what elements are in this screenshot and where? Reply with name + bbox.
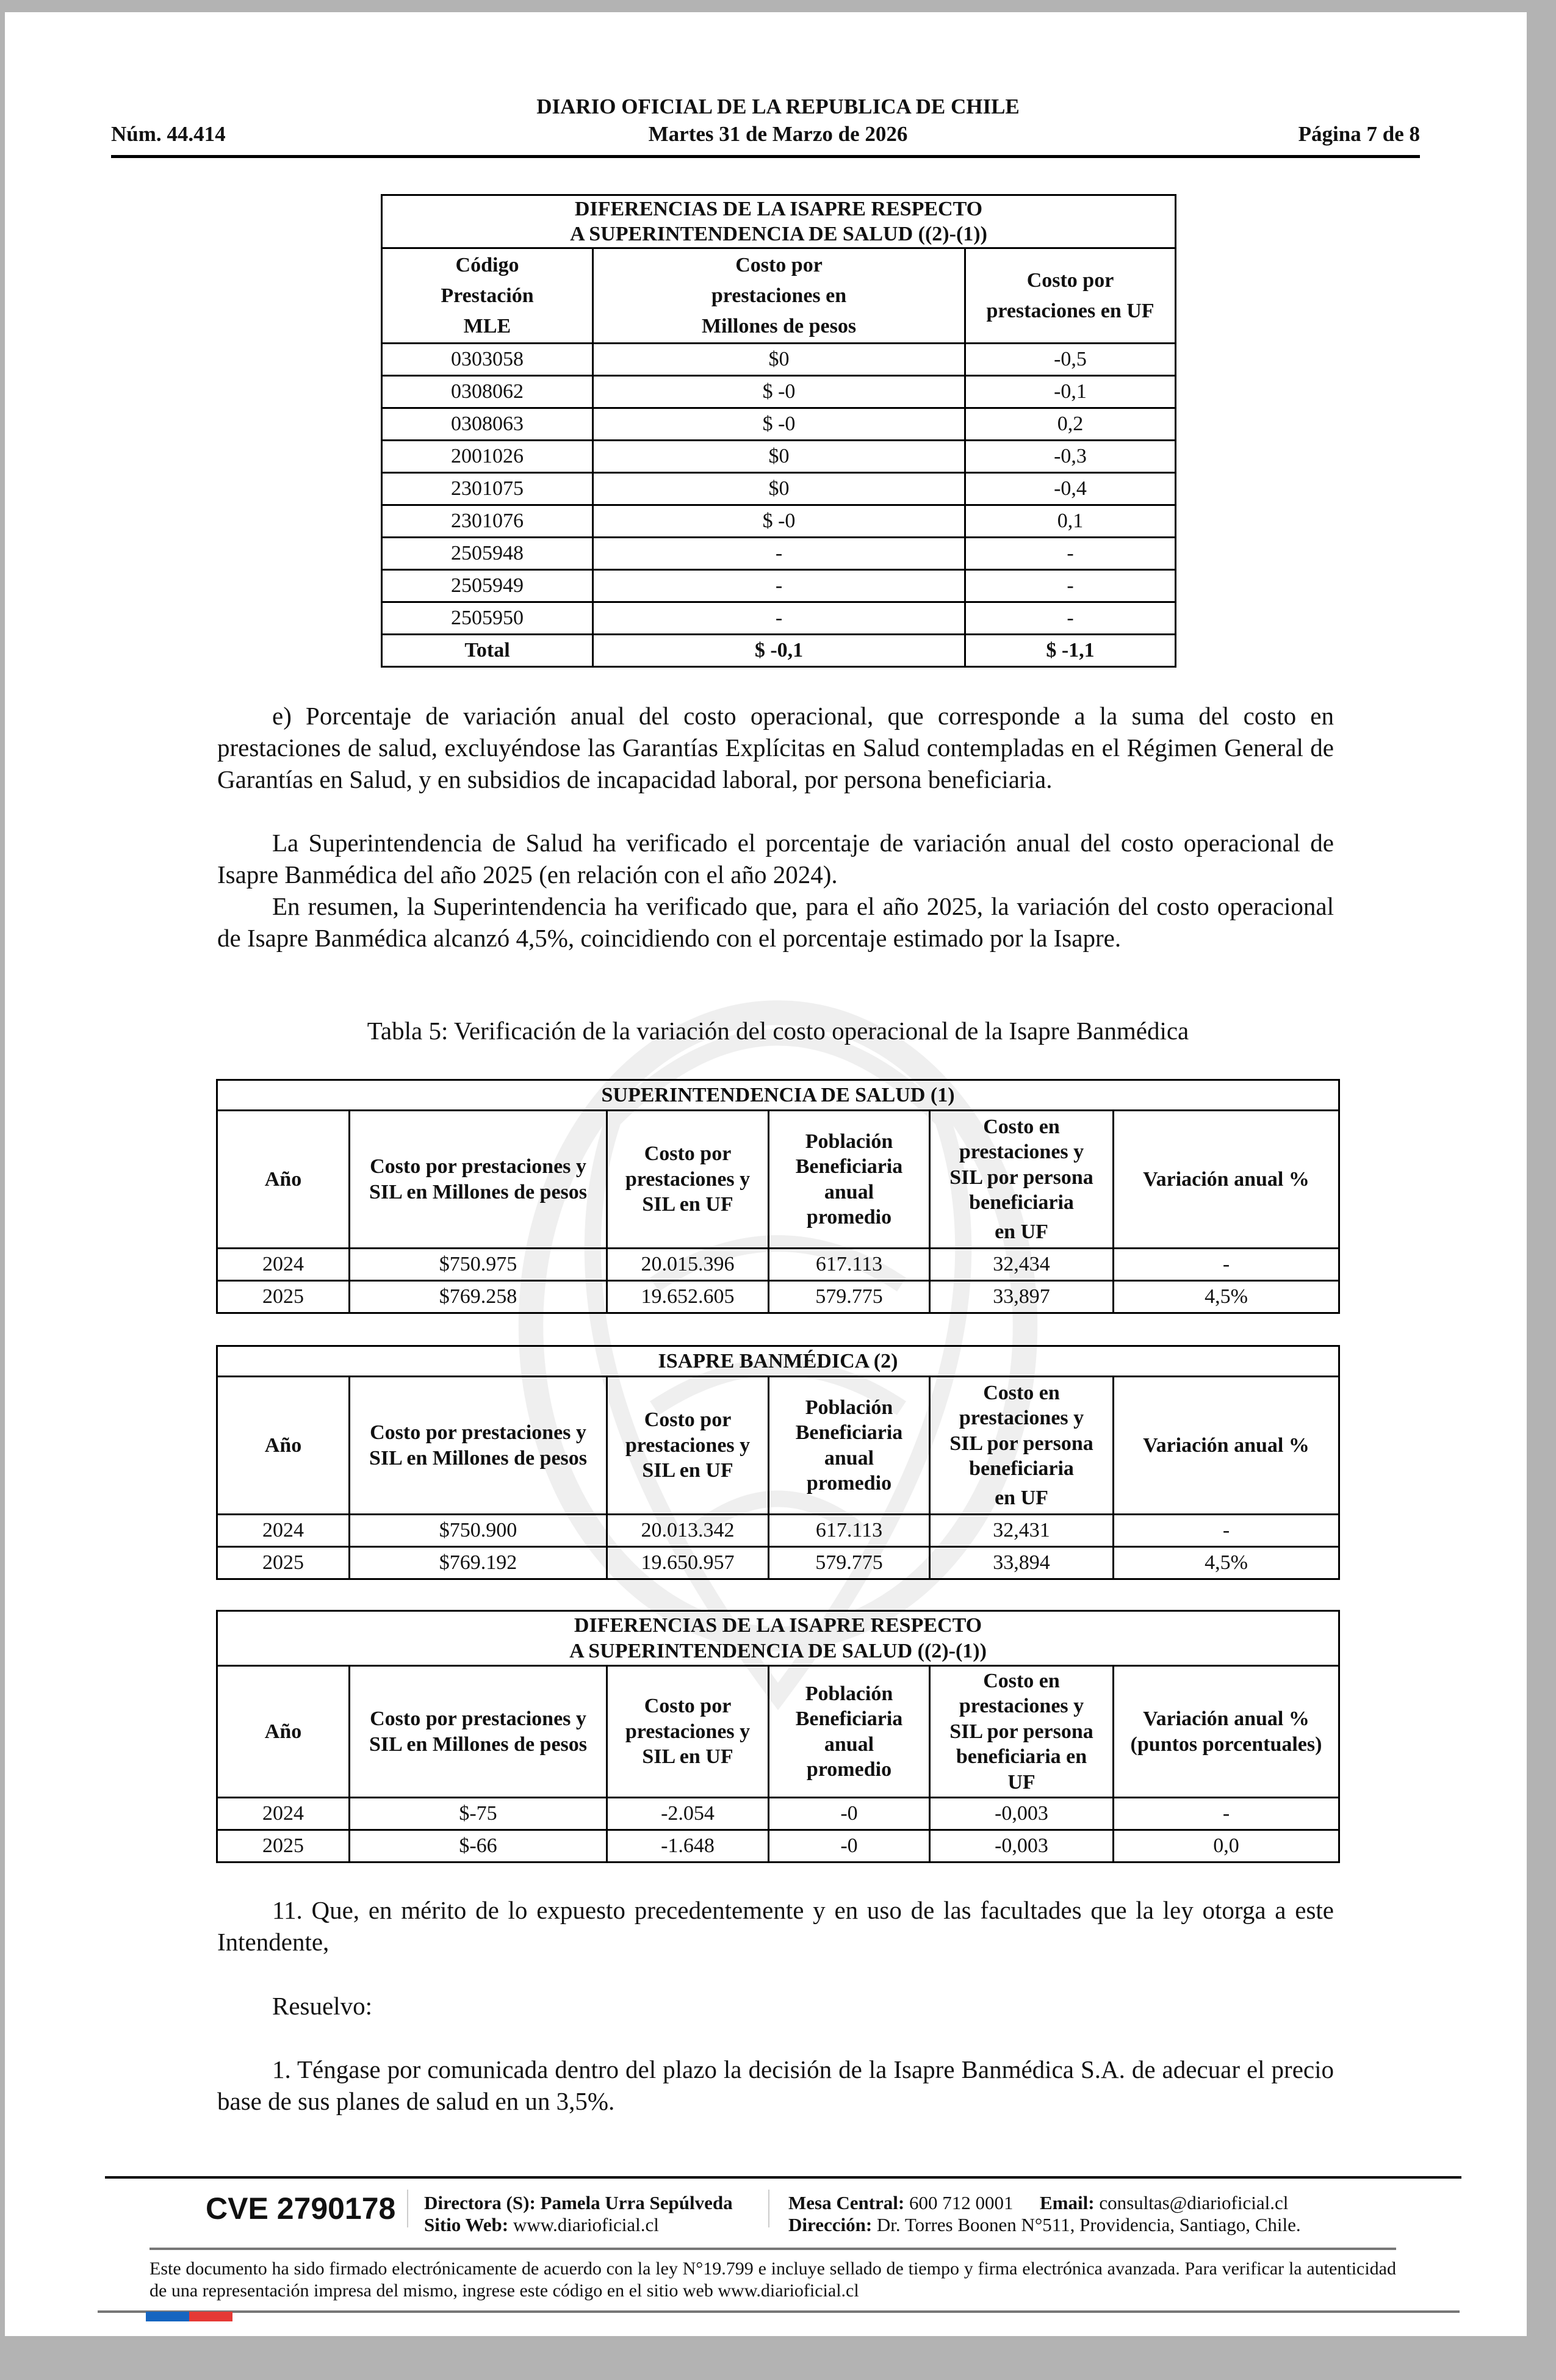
title-line: DIFERENCIAS DE LA ISAPRE RESPECTO — [574, 1614, 982, 1637]
table-row — [382, 441, 1176, 473]
paragraph-11 — [217, 1894, 1334, 1958]
col-header-costo-mm — [350, 1666, 607, 1798]
header-line: Variación anual % — [1143, 1707, 1309, 1731]
directora-name: Pamela Urra Sepúlveda — [540, 2192, 733, 2213]
paragraph-verified — [217, 827, 1334, 890]
table-row — [382, 344, 1176, 376]
paragraph-text: Resuelvo: — [272, 1992, 372, 2020]
cell: - — [965, 570, 1176, 602]
table-row — [217, 1798, 1339, 1830]
cell: - — [965, 538, 1176, 570]
cell: 2025 — [217, 1830, 350, 1863]
table-caption: Tabla 5: Verificación de la variación del costo operacional de la Isapre Banmédica — [367, 1017, 1189, 1045]
col-header-codigo — [382, 248, 593, 344]
header-line: Costo por — [644, 1408, 732, 1432]
cell: $0 — [593, 441, 965, 473]
header-line: prestaciones y — [625, 1433, 751, 1457]
flag-stripe-red — [189, 2312, 232, 2321]
cell: 2505950 — [382, 602, 593, 635]
address-line — [788, 2214, 1301, 2236]
cell: 0308062 — [382, 376, 593, 408]
legal-notice: Este documento ha sido firmado electrónicamente de acuerdo con la ley N°19.799 e incluye sellado de tiempo y firma electrónica avanzada. Para verificar la autenticidad de una representación impresa del mismo, ingrese este código en el sitio web www.diarioficial.cl — [149, 2259, 1396, 2301]
table-row — [217, 1515, 1339, 1547]
header-line: prestaciones y — [959, 1407, 1084, 1430]
email-label: Email: — [1040, 2192, 1095, 2213]
diferencias-table — [216, 1610, 1340, 1863]
cell: -0,4 — [965, 473, 1176, 505]
col-header-poblacion — [769, 1377, 930, 1515]
header-line: Costo por — [644, 1695, 732, 1718]
issue-number: Núm. 44.414 — [111, 122, 226, 146]
title-line: A SUPERINTENDENCIA DE SALUD ((2)-(1)) — [569, 1639, 987, 1662]
table-title: ISAPRE BANMÉDICA (2) — [217, 1346, 1339, 1377]
paragraph-text: 11. Que, en mérito de lo expuesto precedentemente y en uso de las facultades que la ley otorga a este Intendente, — [217, 1896, 1334, 1956]
col-header-costo-mm — [593, 248, 965, 344]
cell: 19.652.605 — [607, 1281, 769, 1313]
mesa-phone: 600 712 0001 — [909, 2192, 1014, 2213]
col-header-anio — [217, 1377, 350, 1515]
cell: -0 — [769, 1830, 930, 1863]
cell: $-66 — [350, 1830, 607, 1863]
cell: $750.900 — [350, 1515, 607, 1547]
cell: -0,1 — [965, 376, 1176, 408]
cell: 0,0 — [1114, 1830, 1339, 1863]
footer-separator — [768, 2190, 769, 2227]
header-line: promedio — [806, 1471, 892, 1495]
col-header-costo-mm — [350, 1111, 607, 1249]
cell: -0,003 — [930, 1798, 1114, 1830]
header-line: Costo en — [983, 1381, 1060, 1404]
contact-line — [788, 2192, 1288, 2214]
cell: -0,003 — [930, 1830, 1114, 1863]
cell: $0 — [593, 473, 965, 505]
header-line: beneficiaria en — [956, 1745, 1087, 1769]
cell: - — [593, 538, 965, 570]
table-title — [217, 1611, 1339, 1666]
table-row — [382, 538, 1176, 570]
header-line: Año — [264, 1167, 302, 1191]
cell: 2024 — [217, 1515, 350, 1547]
page-indicator: Página 7 de 8 — [1298, 122, 1420, 146]
header-line: prestaciones y — [959, 1141, 1084, 1164]
cell: 19.650.957 — [607, 1547, 769, 1579]
table-row — [217, 1547, 1339, 1579]
header-line: SIL por persona — [949, 1166, 1093, 1189]
table-row — [382, 376, 1176, 408]
cell: 2001026 — [382, 441, 593, 473]
cell: - — [1114, 1515, 1339, 1547]
col-header-costo-persona — [930, 1666, 1114, 1798]
cell: 32,434 — [930, 1249, 1114, 1281]
cell: $ -0 — [593, 505, 965, 538]
title-line: DIFERENCIAS DE LA ISAPRE RESPECTO — [574, 197, 983, 220]
header-line: promedio — [806, 1205, 892, 1228]
header-line: Población — [805, 1130, 893, 1153]
header-line: promedio — [806, 1758, 892, 1781]
cell: 20.013.342 — [607, 1515, 769, 1547]
header-line: Población — [805, 1396, 893, 1419]
header-line: SIL en Millones de pesos — [369, 1733, 588, 1756]
header-line: SIL en UF — [642, 1193, 733, 1216]
directora-line — [424, 2192, 733, 2214]
newspaper-title: DIARIO OFICIAL DE LA REPUBLICA DE CHILE — [536, 95, 1020, 118]
sitio-link[interactable]: www.diarioficial.cl — [513, 2214, 659, 2235]
direccion-value: Dr. Torres Boonen N°511, Providencia, Santiago, Chile. — [876, 2214, 1301, 2235]
header-line: SIL en Millones de pesos — [369, 1446, 588, 1469]
superintendencia-table — [216, 1079, 1340, 1314]
cell: 4,5% — [1114, 1547, 1339, 1579]
cell: Total — [382, 635, 593, 667]
sitio-line — [424, 2214, 659, 2236]
cell: 579.775 — [769, 1547, 930, 1579]
col-header-costo-uf — [607, 1666, 769, 1798]
header-line: anual — [824, 1180, 874, 1203]
header-line: prestaciones y — [625, 1167, 751, 1191]
directora-label: Directora (S): — [424, 2192, 536, 2213]
col-header-poblacion — [769, 1666, 930, 1798]
cell: -1.648 — [607, 1830, 769, 1863]
cell: 2024 — [217, 1798, 350, 1830]
table-row — [382, 408, 1176, 441]
header-line: Costo por — [644, 1142, 732, 1166]
cell: $769.192 — [350, 1547, 607, 1579]
cell: 2024 — [217, 1249, 350, 1281]
paragraph-e — [217, 700, 1334, 795]
cell: 0303058 — [382, 344, 593, 376]
cell: -0,5 — [965, 344, 1176, 376]
header-line: Población — [805, 1682, 893, 1705]
col-header-costo-persona — [930, 1111, 1114, 1249]
header-line: SIL por persona — [949, 1720, 1093, 1743]
header-line: SIL en Millones de pesos — [369, 1180, 588, 1203]
table-row — [382, 570, 1176, 602]
cell: 4,5% — [1114, 1281, 1339, 1313]
header-line: Beneficiaria — [795, 1421, 903, 1444]
header-line: Año — [264, 1433, 302, 1457]
footer-divider — [149, 2248, 1396, 2250]
header-line: anual — [824, 1733, 874, 1756]
cell: 2505949 — [382, 570, 593, 602]
cell: 2301075 — [382, 473, 593, 505]
header-line: Variación anual % — [1143, 1167, 1309, 1191]
cell: 0308063 — [382, 408, 593, 441]
paragraph-summary — [217, 890, 1334, 954]
flag-stripe-blue — [146, 2312, 189, 2321]
header-line: prestaciones y — [625, 1720, 751, 1743]
header-line: Beneficiaria — [795, 1155, 903, 1178]
mesa-label: Mesa Central: — [788, 2192, 905, 2213]
header-line: beneficiaria — [969, 1191, 1074, 1214]
cell: - — [1114, 1798, 1339, 1830]
header-line: prestaciones en UF — [986, 299, 1154, 322]
header-line: MLE — [463, 314, 511, 337]
cell: -0,3 — [965, 441, 1176, 473]
col-header-variacion — [1114, 1111, 1339, 1249]
header-line: SIL en UF — [642, 1459, 733, 1482]
email-link[interactable]: consultas@diarioficial.cl — [1099, 2192, 1289, 2213]
paragraph-resuelvo — [217, 1990, 1334, 2022]
footer-divider — [105, 2176, 1461, 2179]
header-line: UF — [1007, 1770, 1036, 1794]
cell: $769.258 — [350, 1281, 607, 1313]
col-header-variacion — [1114, 1377, 1339, 1515]
col-header-costo-uf — [965, 248, 1176, 344]
cell: 2025 — [217, 1281, 350, 1313]
header-line: Año — [264, 1720, 302, 1743]
header-line: Costo por — [735, 253, 823, 276]
paragraph-resolution-1 — [217, 2054, 1334, 2117]
cell: 2505948 — [382, 538, 593, 570]
cell: 2301076 — [382, 505, 593, 538]
col-header-costo-mm — [350, 1377, 607, 1515]
header-line: Costo por prestaciones y — [370, 1421, 586, 1444]
header-line: Costo por prestaciones y — [370, 1155, 586, 1178]
header-line: SIL en UF — [642, 1745, 733, 1769]
paragraph-text: e) Porcentaje de variación anual del costo operacional, que corresponde a la suma del costo en prestaciones de salud, excluyéndose las Garantías Explícitas en Salud contempladas en el Régimen General de Garantías en Salud, y en subsidios de incapacidad laboral, por persona beneficiaria. — [217, 702, 1334, 793]
table-title — [382, 195, 1176, 248]
col-header-anio — [217, 1111, 350, 1249]
header-line: en UF — [995, 1486, 1048, 1509]
paragraph-text: En resumen, la Superintendencia ha verificado que, para el año 2025, la variación del costo operacional de Isapre Banmédica alcanzó 4,5%, coincidiendo con el porcentaje estimado por la Isapre. — [217, 892, 1334, 952]
header-line: Costo en — [983, 1669, 1060, 1692]
header-line: prestaciones en — [711, 284, 847, 307]
diff-by-code-table — [381, 194, 1176, 668]
isapre-table — [216, 1345, 1340, 1580]
cell: 617.113 — [769, 1515, 930, 1547]
header-line: Variación anual % — [1143, 1433, 1309, 1457]
col-header-poblacion — [769, 1111, 930, 1249]
header-divider — [111, 155, 1420, 158]
issue-date: Martes 31 de Marzo de 2026 — [648, 122, 908, 146]
footer-separator — [407, 2190, 408, 2227]
cell: $ -0 — [593, 408, 965, 441]
header-line: en UF — [995, 1220, 1048, 1243]
cell: -0 — [769, 1798, 930, 1830]
cell: 579.775 — [769, 1281, 930, 1313]
cell: $ -0 — [593, 376, 965, 408]
cell: 0,1 — [965, 505, 1176, 538]
paragraph-text: La Superintendencia de Salud ha verificado el porcentaje de variación anual del costo operacional de Isapre Banmédica del año 2025 (en relación con el año 2024). — [217, 829, 1334, 889]
header-line: Costo en — [983, 1115, 1060, 1138]
header-line: anual — [824, 1446, 874, 1469]
cell: $ -0,1 — [593, 635, 965, 667]
table-row — [382, 505, 1176, 538]
sitio-label: Sitio Web: — [424, 2214, 509, 2235]
cell: 20.015.396 — [607, 1249, 769, 1281]
header-line: Prestación — [441, 284, 534, 307]
table-row — [217, 1830, 1339, 1863]
total-row — [382, 635, 1176, 667]
col-header-costo-persona — [930, 1377, 1114, 1515]
cell: $ -1,1 — [965, 635, 1176, 667]
cell: - — [593, 602, 965, 635]
title-line: A SUPERINTENDENCIA DE SALUD ((2)-(1)) — [570, 223, 987, 245]
cell: 33,894 — [930, 1547, 1114, 1579]
footer-divider — [98, 2310, 1460, 2313]
cell: 33,897 — [930, 1281, 1114, 1313]
header-line: Millones de pesos — [701, 314, 857, 337]
header-line: Beneficiaria — [795, 1707, 903, 1731]
cell: 32,431 — [930, 1515, 1114, 1547]
cell: $-75 — [350, 1798, 607, 1830]
cell: 2025 — [217, 1547, 350, 1579]
col-header-costo-uf — [607, 1111, 769, 1249]
direccion-label: Dirección: — [788, 2214, 873, 2235]
cve-code: CVE 2790178 — [206, 2191, 396, 2226]
table-row — [382, 473, 1176, 505]
header-line: Costo por — [1026, 269, 1114, 292]
header-line: beneficiaria — [969, 1457, 1074, 1480]
header-line: SIL por persona — [949, 1432, 1093, 1455]
col-header-costo-uf — [607, 1377, 769, 1515]
col-header-anio — [217, 1666, 350, 1798]
cell: - — [593, 570, 965, 602]
header-line: Costo por prestaciones y — [370, 1707, 586, 1731]
cell: - — [1114, 1249, 1339, 1281]
header-line: (puntos porcentuales) — [1130, 1733, 1322, 1756]
cell: - — [965, 602, 1176, 635]
col-header-variacion — [1114, 1666, 1339, 1798]
table-row — [217, 1281, 1339, 1313]
table-title: SUPERINTENDENCIA DE SALUD (1) — [217, 1080, 1339, 1111]
header-line: prestaciones y — [959, 1695, 1084, 1718]
cell: 0,2 — [965, 408, 1176, 441]
cell: $750.975 — [350, 1249, 607, 1281]
cell: -2.054 — [607, 1798, 769, 1830]
header-line: Código — [455, 253, 519, 276]
paragraph-text: 1. Téngase por comunicada dentro del plazo la decisión de la Isapre Banmédica S.A. de adecuar el precio base de sus planes de salud en un 3,5%. — [217, 2055, 1334, 2115]
cell: 617.113 — [769, 1249, 930, 1281]
table-row — [217, 1249, 1339, 1281]
cell: $0 — [593, 344, 965, 376]
table-row — [382, 602, 1176, 635]
